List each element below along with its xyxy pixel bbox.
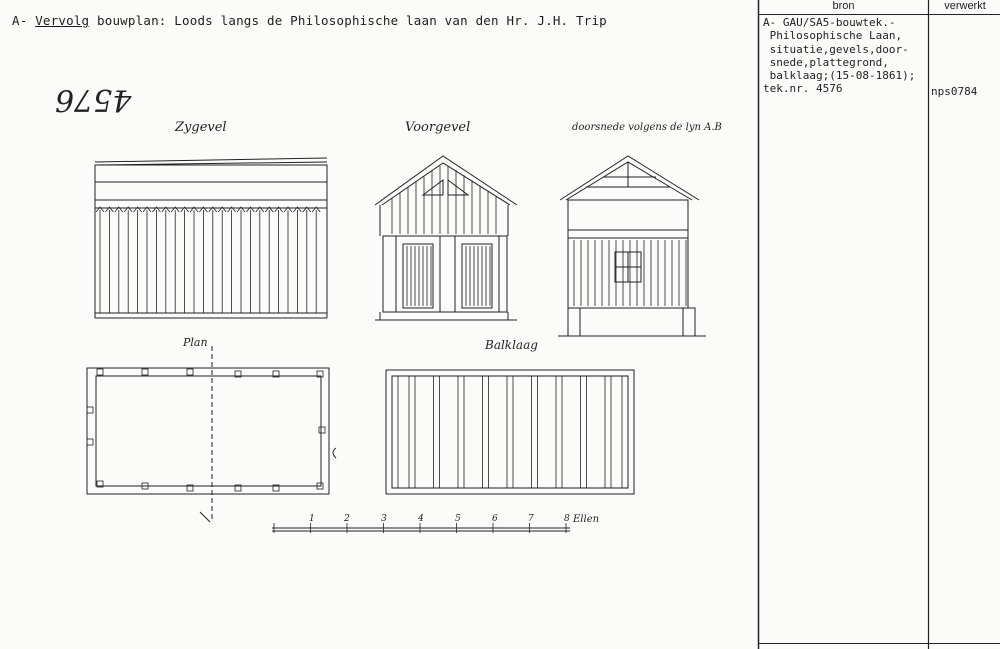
plan-post	[319, 427, 325, 433]
bron-cell	[763, 16, 915, 96]
bron-line: Philosophische Laan,	[763, 29, 903, 43]
plan-post	[97, 369, 103, 375]
label-scale-unit: Ellen	[573, 514, 600, 525]
plan-post	[142, 369, 148, 375]
scale-number: 3	[381, 514, 387, 524]
balklaag-beam	[507, 376, 513, 488]
column-header-verwerkt: verwerkt	[944, 0, 986, 12]
bron-line: A- GAU/SA5-bouwtek.-	[763, 16, 896, 29]
scale-number: 4	[418, 514, 424, 524]
scale-number: 2	[344, 514, 350, 524]
balklaag-beam	[409, 376, 415, 488]
balklaag-beam	[532, 376, 538, 488]
balklaag-beam	[622, 376, 628, 488]
plan-post	[87, 407, 93, 413]
verwerkt-cell: nps0784	[931, 85, 978, 98]
label-zijgevel: Zygevel	[175, 120, 227, 135]
scale-number: 8	[564, 514, 570, 524]
drawing-zijgevel	[95, 158, 327, 318]
bron-line: balklaag;(15-08-1861);	[763, 69, 916, 83]
document-title: A- Vervolg bouwplan: Loods langs de Philosophische laan van den Hr. J.H. Trip	[12, 13, 607, 28]
label-voorgevel: Voorgevel	[405, 120, 471, 135]
balklaag-beam	[556, 376, 562, 488]
balklaag-beam	[458, 376, 464, 488]
title-underlined-word: Vervolg	[35, 13, 90, 28]
label-balklaag: Balklaag	[485, 338, 538, 352]
balklaag-beam	[581, 376, 587, 488]
column-header-bron: bron	[832, 0, 855, 12]
plan-post	[87, 439, 93, 445]
scale-number: 7	[528, 514, 534, 524]
drawing-doorsnede	[558, 156, 706, 336]
scale-number: 1	[309, 514, 315, 524]
drawing-balklaag	[386, 370, 634, 494]
label-plan: Plan	[183, 336, 208, 349]
bron-line: situatie,gevels,door-	[763, 42, 909, 56]
scale-number: 5	[455, 514, 461, 524]
plan-post	[187, 369, 193, 375]
balklaag-beam	[392, 376, 398, 488]
balklaag-beam	[434, 376, 440, 488]
scale-number: 6	[492, 514, 498, 524]
label-doorsnede: doorsnede volgens de lyn A.B	[572, 122, 722, 133]
bron-line: snede,plattegrond,	[763, 55, 889, 69]
bron-line: tek.nr. 4576	[763, 82, 843, 96]
drawing-voorgevel	[375, 156, 517, 320]
drawing-plan	[87, 346, 336, 522]
balklaag-beam	[483, 376, 489, 488]
scale-bar	[272, 528, 570, 531]
handwritten-number: 4576	[55, 82, 132, 117]
balklaag-beam	[605, 376, 611, 488]
